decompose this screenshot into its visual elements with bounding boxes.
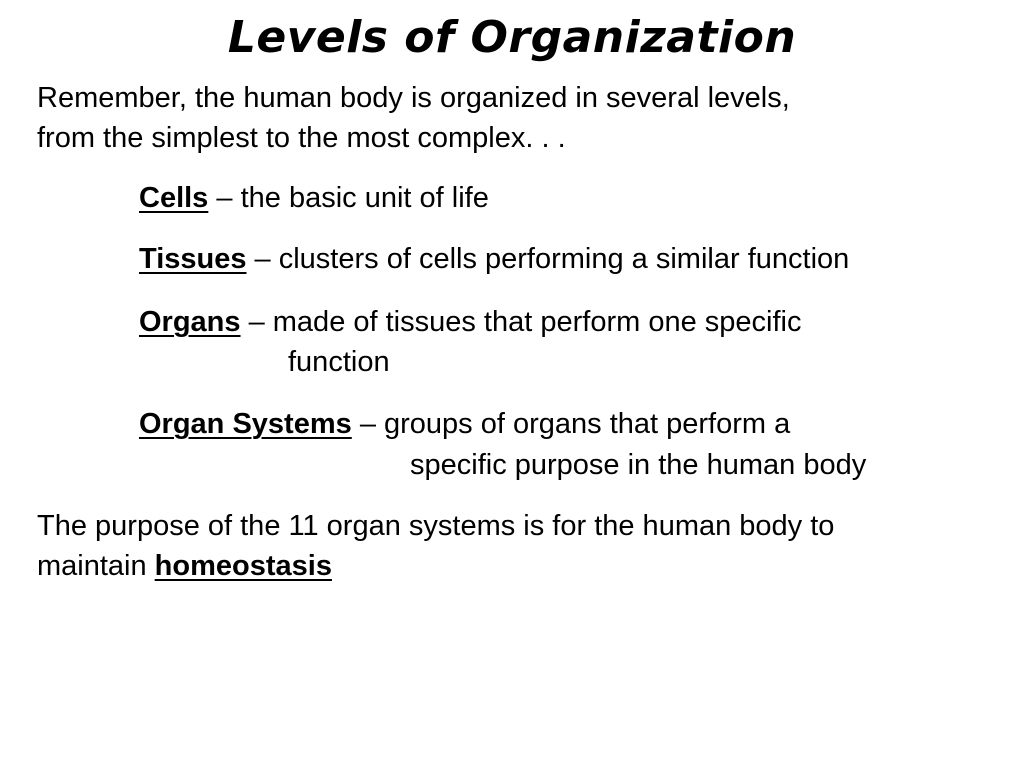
level-term: Organs	[139, 306, 241, 338]
level-item-organs	[139, 302, 801, 342]
level-term: Cells	[139, 182, 209, 214]
homeostasis-keyword: homeostasis	[154, 550, 332, 582]
intro-paragraph	[37, 78, 997, 158]
level-term: Organ Systems	[139, 408, 352, 440]
level-item-cells	[139, 178, 489, 218]
closing-line-2	[37, 546, 997, 586]
level-description-continuation: specific purpose in the human body	[410, 449, 867, 481]
level-term: Tissues	[139, 243, 247, 275]
closing-prefix: maintain	[37, 550, 155, 582]
level-description: – made of tissues that perform one specific	[240, 306, 802, 338]
level-description: – the basic unit of life	[208, 182, 489, 214]
level-description-continuation: function	[288, 346, 390, 378]
level-description: – groups of organs that perform a	[351, 408, 791, 440]
intro-line-1: Remember, the human body is organized in several levels,	[37, 82, 790, 114]
closing-paragraph	[37, 506, 997, 586]
level-item-organ-systems	[139, 404, 790, 444]
level-item-tissues	[139, 239, 849, 279]
closing-line-1: The purpose of the 11 organ systems is for the human body to	[37, 510, 835, 542]
slide-title: Levels of Organization	[227, 12, 797, 63]
level-description: – clusters of cells performing a similar function	[246, 243, 850, 275]
intro-line-2: from the simplest to the most complex. . .	[37, 122, 566, 154]
